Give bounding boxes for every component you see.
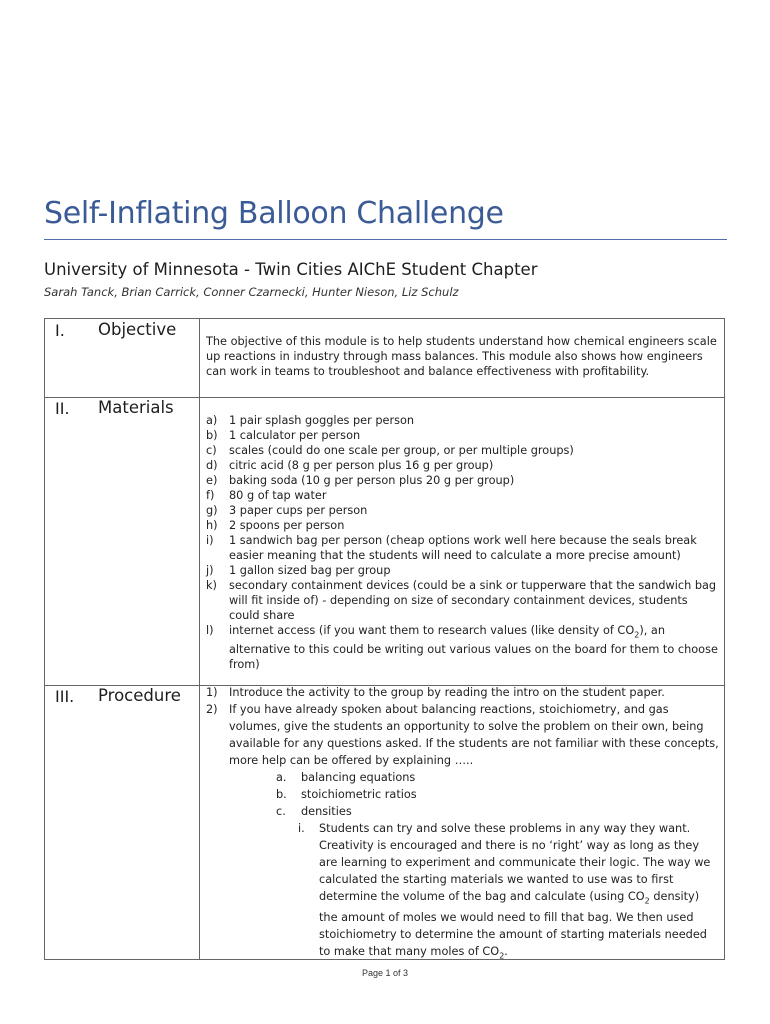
document-subtitle: University of Minnesota - Twin Cities AIChE Student Chapter — [44, 260, 538, 279]
procedure-subitem: a. balancing equations — [276, 771, 416, 784]
procedure-cell — [206, 684, 720, 965]
list-item: f) 80 g of tap water — [206, 489, 327, 502]
list-item: a) 1 pair splash goggles per person — [206, 414, 415, 427]
procedure-subitem: b. stoichiometric ratios — [276, 788, 417, 801]
objective-row — [45, 319, 724, 397]
list-item: l) internet access (if you want them to research values (like density of $CO_2$), an alternative to this could be writing out various values on the board for them to choose from) — [206, 624, 718, 672]
procedure-step: 2) If you have already spoken about balancing reactions, stoichiometry, and gas volumes, give the students an opportunity to solve the problem on their own, being available for any questions asked. If the students are not familiar with these concepts, more help can be offered by explaining ….. — [206, 703, 719, 767]
list-item: b) 1 calculator per person — [206, 429, 361, 442]
list-item: c) scales (could do one scale per group, or per multiple groups) — [206, 444, 574, 457]
list-item: i) 1 sandwich bag per person (cheap options work well here because the seals break easier meaning that the students will need to calculate a more precise amount) — [206, 534, 697, 562]
materials-cell — [206, 413, 720, 672]
procedure-subitem: c. densities — [276, 805, 352, 818]
list-item: e) baking soda (10 g per person plus 20 g per group) — [206, 474, 515, 487]
materials-number: II. — [55, 399, 70, 418]
materials-list — [206, 413, 720, 672]
procedure-label: Procedure — [98, 686, 181, 705]
objective-text: The objective of this module is to help students understand how chemical engineers scale up reactions in industry through mass balances. This module also shows how engineers can work in teams to troubleshoot and balance effectiveness with profitability. — [206, 335, 717, 378]
title-underline — [44, 239, 727, 240]
procedure-row — [45, 685, 724, 959]
materials-label: Materials — [98, 398, 174, 417]
document-title: Self-Inflating Balloon Challenge — [44, 196, 504, 231]
objective-label: Objective — [98, 320, 177, 339]
procedure-step: 1) Introduce the activity to the group by reading the intro on the student paper. — [206, 686, 665, 699]
page-footer: Page 1 of 3 — [361, 968, 409, 978]
procedure-subsubitem: i. Students can try and solve these problems in any way they want. Creativity is encouraged and there is no ‘right’ way as long as they are learning to experiment and communicate their logic. The way we calculated the starting materials we wanted to use was to first determine the volume of the bag and calculate (using $CO_2$ density) the amount of moles we would need to fill that bag. We then used stoichiometry to determine the amount of starting materials needed to make that many moles of $CO_2$. — [298, 822, 711, 961]
procedure-subsublist — [206, 820, 720, 965]
procedure-sublist — [206, 769, 720, 820]
objective-number: I. — [55, 321, 65, 340]
materials-row — [45, 397, 724, 685]
list-item: g) 3 paper cups per person — [206, 504, 368, 517]
procedure-number: III. — [55, 687, 75, 706]
list-item: d) citric acid (8 g per person plus 16 g per group) — [206, 459, 494, 472]
procedure-list — [206, 684, 720, 769]
list-item: k) secondary containment devices (could be a sink or tupperware that the sandwich bag will fit inside of) - depending on size of secondary containment devices, students could share — [206, 579, 717, 622]
objective-cell — [206, 334, 720, 379]
module-table — [44, 318, 725, 960]
authors-line: Sarah Tanck, Brian Carrick, Conner Czarnecki, Hunter Nieson, Liz Schulz — [44, 285, 459, 299]
list-item: h) 2 spoons per person — [206, 519, 345, 532]
list-item: j) 1 gallon sized bag per group — [206, 564, 391, 577]
